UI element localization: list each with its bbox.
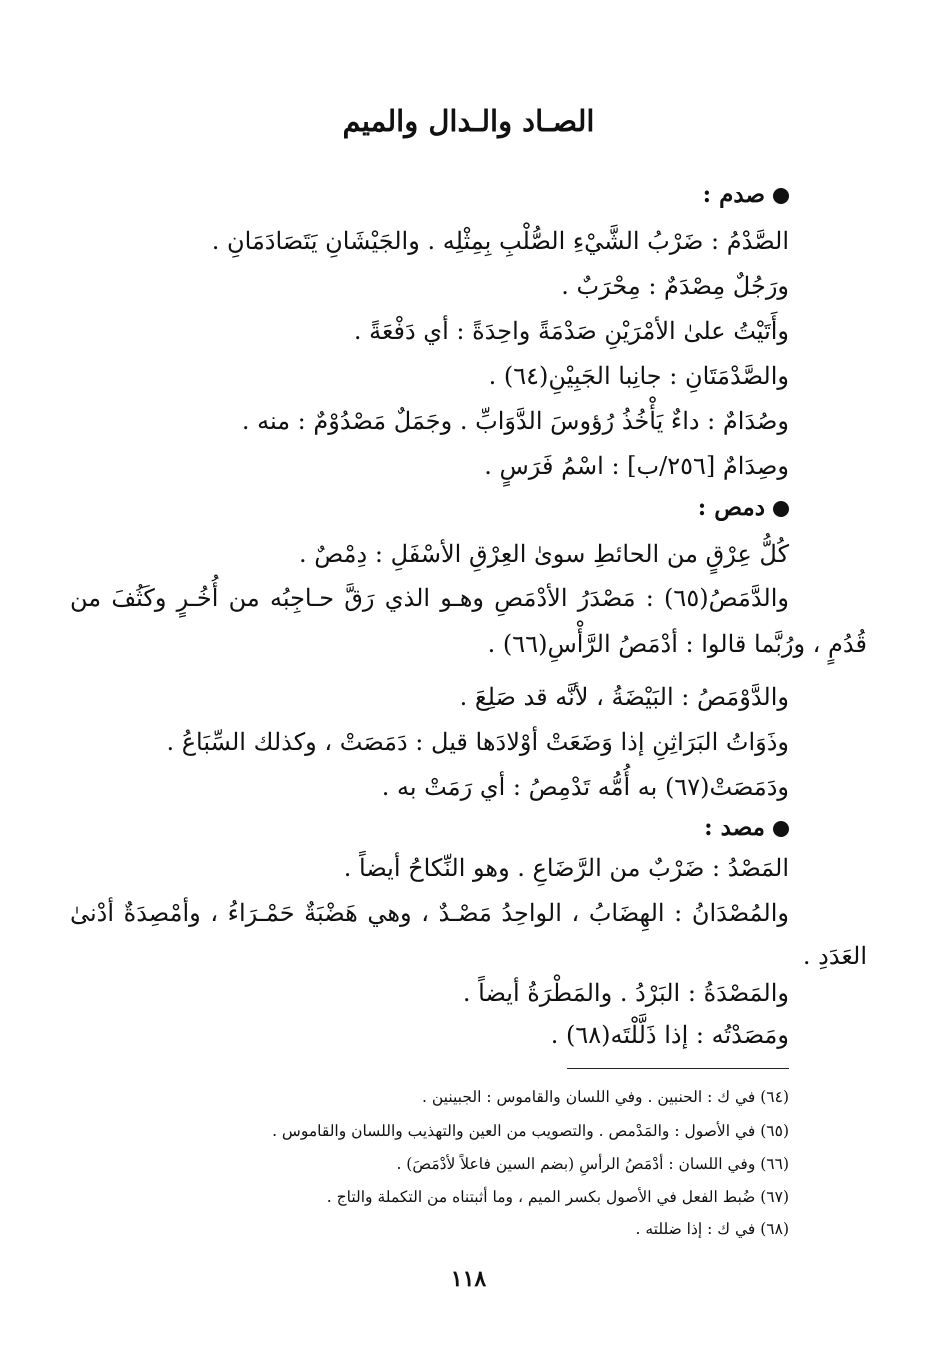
- page-title: الصـاد والـدال والميم: [342, 104, 595, 138]
- bullet-icon: [773, 188, 789, 204]
- text-line: وأَتَيْتُ علىٰ الأمْرَيْنِ صَدْمَةً واحِدَةً : أي دَفْعَةً .: [353, 317, 789, 345]
- text-line: ورَجُلٌ مِصْدَمٌ : مِحْرَبٌ .: [561, 272, 789, 300]
- text-line: المَصْدُ : ضَرْبٌ من الرَّضَاعِ . وهو النِّكاحُ أيضاً .: [343, 854, 789, 882]
- entry-heading-sadm: [703, 181, 789, 208]
- heading-text: دمص :: [697, 494, 765, 521]
- heading-text: مصد :: [704, 814, 765, 841]
- footnote: (٦٥) في الأصول : والمَدْمص . والتصويب من العين والتهذيب واللسان والقاموس .: [272, 1122, 789, 1140]
- heading-text: صدم :: [702, 181, 765, 208]
- text-line: ومَصَدْتُه : إذا ذَلَّلْتَه(٦٨) .: [550, 1021, 789, 1049]
- footnote: (٦٧) ضُبط الفعل في الأصول بكسر الميم ، وما أثبتناه من التكملة والتاج .: [326, 1188, 789, 1206]
- text-line: قُدُمٍ ، ورُبَّما قالوا : أدْمَصُ الرَّأْسِ(٦٦) .: [487, 630, 867, 658]
- page-number: ١١٨: [450, 1266, 487, 1292]
- text-line: ودَمَصَتْ(٦٧) به أُمُّه تَدْمِصُ : أي رَمَتْ به .: [381, 773, 789, 801]
- footnote-separator: [567, 1068, 789, 1069]
- footnote: (٦٦) وفي اللسان : أدْمَصُ الرأسِ (بضم السين فاعلاً لأدْمَصَ) .: [396, 1155, 789, 1173]
- bullet-icon: [773, 821, 789, 837]
- bullet-icon: [773, 501, 789, 517]
- text-line: والصَّدْمَتَانِ : جانِبا الجَبِيْنِ(٦٤) .: [488, 362, 789, 390]
- entry-heading-dams: [698, 494, 789, 521]
- text-line: كُلُّ عِرْقٍ من الحائطِ سوىٰ العِرْقِ الأسْفَلِ : دِمْصٌ .: [299, 540, 789, 568]
- text-line: وصِدَامٌ [٢٥٦/ب] : اسْمُ فَرَسٍ .: [484, 452, 789, 480]
- text-line: وصُدَامٌ : داءٌ يَأْخُذُ رُؤوسَ الدَّوَابِّ . وجَمَلٌ مَصْدُوْمٌ : منه .: [241, 407, 789, 435]
- text-line: والدَّمَصُ(٦٥) : مَصْدَرُ الأدْمَصِ وهـو الذي رَقَّ حـاجِبُه من أُخُـرٍ وكَثُفَ من: [70, 584, 789, 612]
- text-line: والدَّوْمَصُ : البَيْضَةُ ، لأنَّه قد صَلِعَ .: [459, 683, 789, 711]
- entry-heading-masd: [704, 814, 789, 841]
- text-line: الصَّدْمُ : ضَرْبُ الشَّيْءِ الصُّلْبِ بِمِثْلِه . والجَيْشَانِ يَتَصَادَمَانِ .: [211, 227, 789, 255]
- footnote: (٦٤) في ك : الحنبين . وفي اللسان والقاموس : الجبينين .: [422, 1088, 789, 1106]
- text-line: والمَصْدَةُ : البَرْدُ . والمَطْرَةُ أيضاً .: [462, 979, 789, 1007]
- text-line: العَدَدِ .: [802, 942, 867, 970]
- footnote: (٦٨) في ك : إذا ضللته .: [635, 1220, 789, 1238]
- text-line: والمُصْدَانُ : الهِضَابُ ، الواحِدُ مَصْـدٌ ، وهي هَضْبَةٌ حَمْـرَاءُ ، وأمْصِدَةٌ أدْنىٰ: [70, 899, 789, 927]
- text-line: وذَوَاتُ البَرَاثِنِ إذا وَضَعَتْ أوْلادَها قيل : دَمَصَتْ ، وكذلك السِّبَاعُ .: [166, 728, 789, 756]
